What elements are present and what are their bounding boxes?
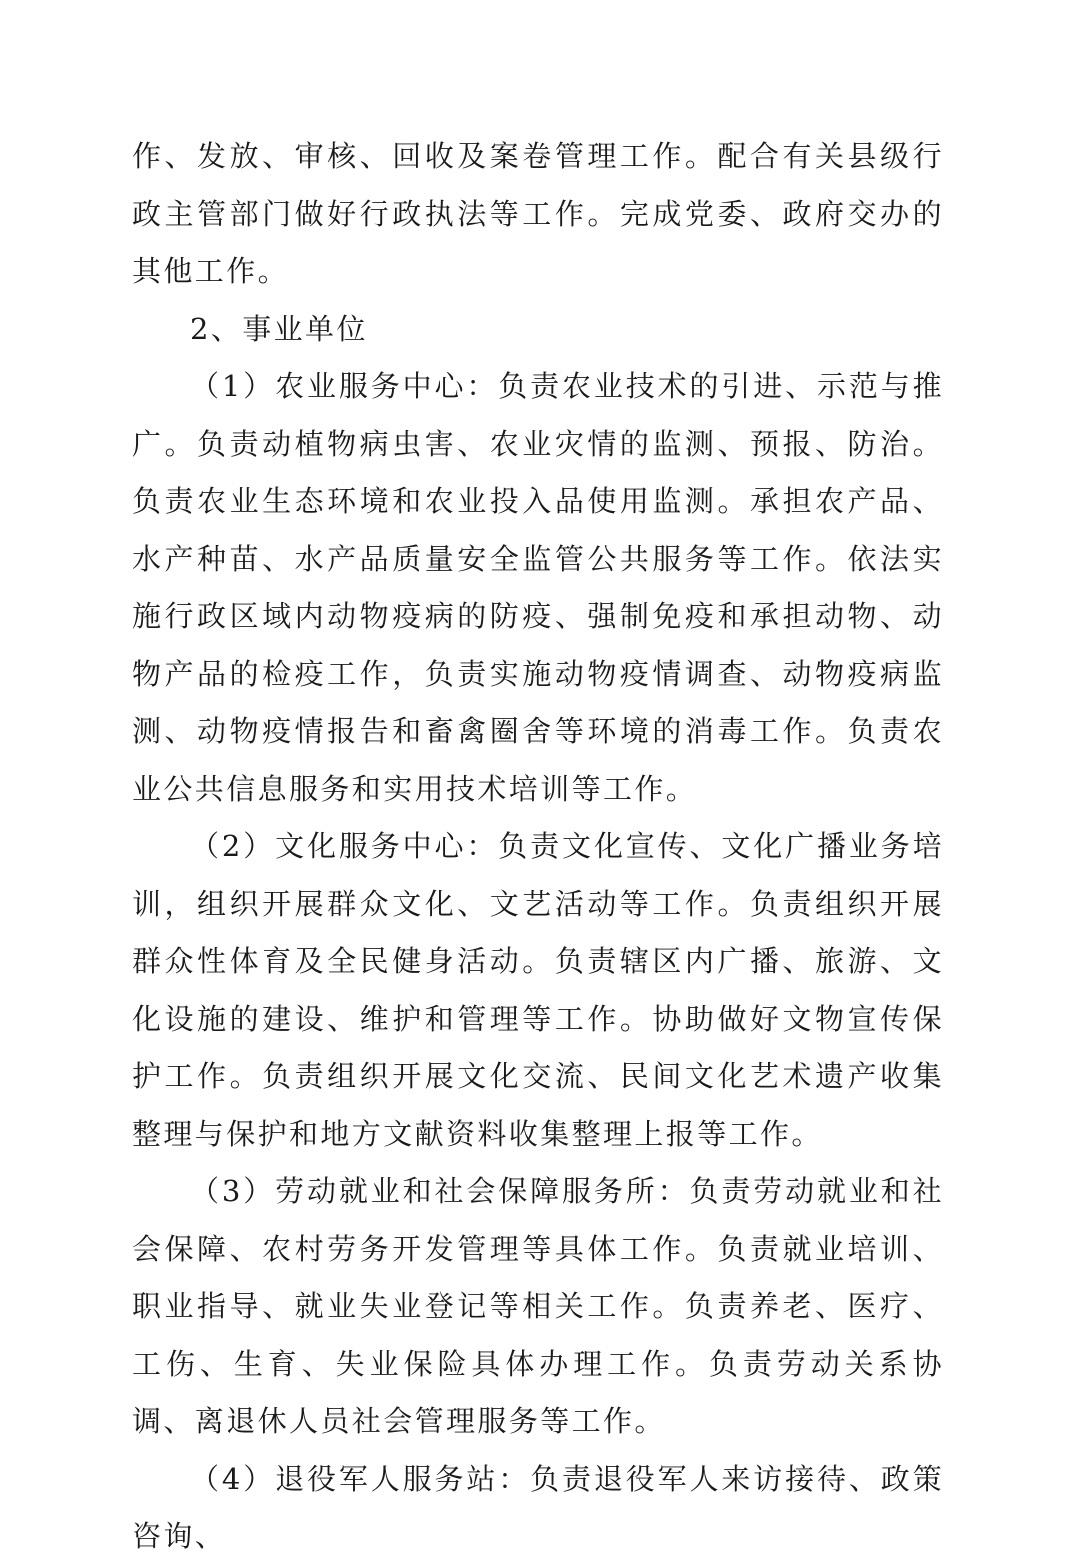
paragraph-agricultural-service-center: （1）农业服务中心：负责农业技术的引进、示范与推广。负责动植物病虫害、农业灾情的监测、预报、防治。负责农业生态环境和农业投入品使用监测。承担农产品、水产种苗、水产品质量安全监管公共服务等工作。依法实施行政区域内动物疫病的防疫、强制免疫和承担动物、动物产品的检疫工作，负责实施动物疫情调查、动物疫病监测、动物疫情报告和畜禽圈舍等环境的消毒工作。负责农业公共信息服务和实用技术培训等工作。 [132, 369, 944, 806]
section-heading: 2、事业单位 [190, 311, 368, 346]
paragraph-veterans-service-station: （4）退役军人服务站：负责退役军人来访接待、政策咨询、 [132, 1461, 944, 1553]
paragraph-cultural-service-center: （2）文化服务中心：负责文化宣传、文化广播业务培训，组织开展群众文化、文艺活动等工作。负责组织开展群众性体育及全民健身活动。负责辖区内广播、旅游、文化设施的建设、维护和管理等工作。协助做好文物宣传保护工作。负责组织开展文化交流、民间文化艺术遗产收集整理与保护和地方文献资料收集整理上报等工作。 [132, 829, 944, 1151]
paragraph-continuation: 作、发放、审核、回收及案卷管理工作。配合有关县级行政主管部门做好行政执法等工作。完成党委、政府交办的其他工作。 [132, 139, 944, 288]
document-page [132, 128, 944, 1566]
paragraph-labor-social-security-office: （3）劳动就业和社会保障服务所：负责劳动就业和社会保障、农村劳务开发管理等具体工作。负责就业培训、职业指导、就业失业登记等相关工作。负责养老、医疗、工伤、生育、失业保险具体办理工作。负责劳动关系协调、离退休人员社会管理服务等工作。 [132, 1174, 944, 1438]
